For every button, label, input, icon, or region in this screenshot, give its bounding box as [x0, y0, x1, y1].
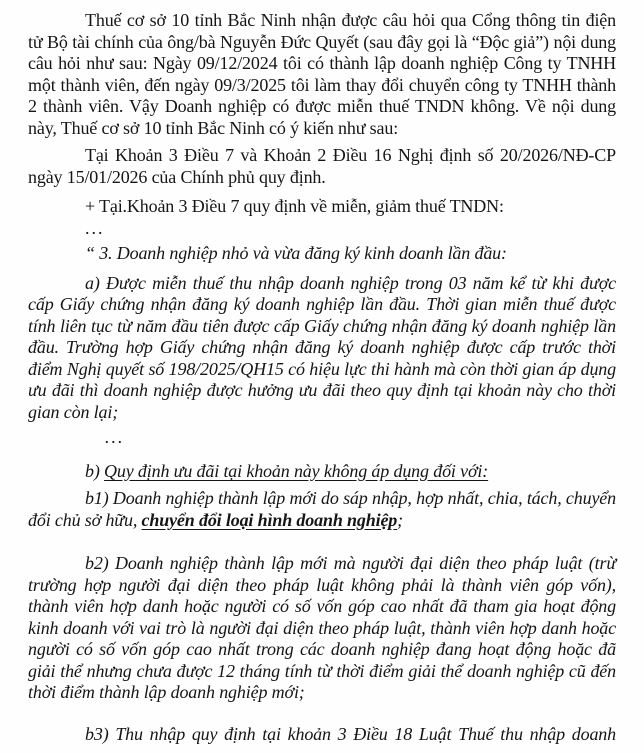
point-b1-suffix: ; [397, 509, 404, 530]
point-b1-text: b1) Doanh nghiệp thành lập mới do sáp nhập, hợp nhất, chia, tách, chuyển đổi chủ sở hữu, [28, 488, 616, 530]
quote-point-b [28, 461, 616, 483]
paragraph-legal-reference: Tại Khoản 3 Điều 7 và Khoản 2 Điều 16 Nghị định số 20/2026/NĐ-CP ngày 15/01/2026 của Chính phủ quy định. [28, 145, 616, 187]
point-b-underlined-text: Quy định ưu đãi tại khoản này không áp dụng đối với: [104, 460, 489, 481]
quote-point-a: a) Được miễn thuế thu nhập doanh nghiệp trong 03 năm kể từ khi được cấp Giấy chứng nhận đăng ký doanh nghiệp lần đầu. Thời gian miễn thuế được tính liên tục từ năm đầu tiên được cấp Giấy chứng nhận đăng ký doanh nghiệp lần đầu. Trường hợp Giấy chứng nhận đăng ký doanh nghiệp được cấp trước thời điểm Nghị quyết số 198/2025/QH15 có hiệu lực thi hành mà còn thời gian áp dụng ưu đãi thì doanh nghiệp được hưởng ưu đãi theo quy định tại khoản này cho thời gian còn lại; [28, 272, 616, 422]
quote-point-b1 [28, 488, 616, 531]
ellipsis-line-1: ... [85, 217, 105, 238]
quote-point-b2: b2) Doanh nghiệp thành lập mới mà người đại diện theo pháp luật (trừ trường hợp người đại diện theo pháp luật không phải là thành viên góp vốn), thành viên hợp danh hoặc người có số vốn góp cao nhất đã tham gia hoạt động kinh doanh với vai trò là người đại diện theo pháp luật, thành viên hợp danh hoặc người có số vốn góp cao nhất trong các doanh nghiệp đang hoạt động hoặc đã giải thể nhưng chưa được 12 tháng tính từ thời điểm giải thể doanh nghiệp cũ đến thời điểm thành lập doanh nghiệp mới; [28, 553, 616, 702]
paragraph-intro: Thuế cơ sở 10 tỉnh Bắc Ninh nhận được câu hỏi qua Cổng thông tin điện tử Bộ tài chính của ông/bà Nguyễn Đức Quyết (sau đây gọi là “Độc giả”) nội dung câu hỏi như sau: Ngày 09/12/2024 tôi có thành lập doanh nghiệp Công ty TNHH một thành viên, đến ngày 09/3/2025 tôi làm thay đổi chuyển công ty TNHH thành 2 thành viên. Vậy Doanh nghiệp có được miễn thuế TNDN không. Về nội dung này, Thuế cơ sở 10 tỉnh Bắc Ninh có ý kiến như sau: [28, 10, 616, 138]
quote-point-b3: b3) Thu nhập quy định tại khoản 3 Điều 18 Luật Thuế thu nhập doanh [85, 723, 616, 744]
point-b-label: b) [85, 460, 105, 481]
point-b1-emphasized-text: chuyển đổi loại hình doanh nghiệp [141, 509, 398, 530]
ellipsis-line-2: ... [105, 427, 125, 447]
paragraph-clause-reference: + Tại.Khoản 3 Điều 7 quy định về miễn, giảm thuế TNDN: [85, 196, 504, 216]
quote-heading-clause-3: “ 3. Doanh nghiệp nhỏ và vừa đăng ký kinh doanh lần đầu: [85, 243, 507, 263]
